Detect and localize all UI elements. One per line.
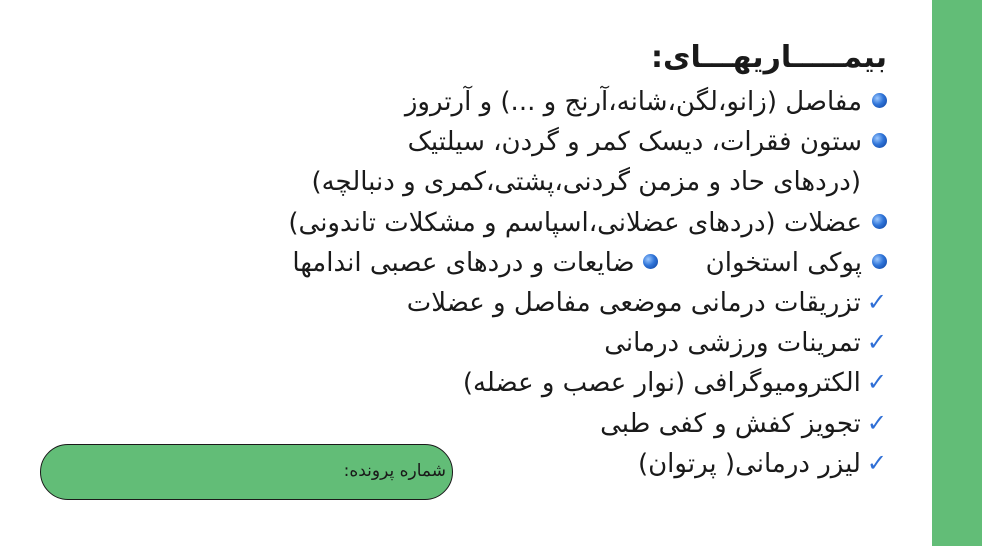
list-item-text: پوکی استخوان (705, 247, 862, 278)
treatment-item-emg (127, 363, 887, 403)
blue-dot-icon (872, 214, 887, 229)
list-item-text: عضلات (دردهای عضلانی،اسپاسم و مشکلات تاندونی) (288, 207, 862, 238)
treatment-item-orthotics (127, 404, 887, 444)
treatment-text: لیزر درمانی( پرتوان) (637, 448, 861, 479)
list-item-joints (127, 82, 887, 122)
checkmark-icon: ✓ (866, 408, 887, 437)
treatment-item-exercise (127, 323, 887, 363)
diseases-heading: بیمـــــاریهـــای: (650, 40, 887, 75)
list-item-muscles (127, 203, 887, 243)
treatment-text: تزریقات درمانی موضعی مفاصل و عضلات (406, 288, 861, 319)
blue-dot-icon (643, 254, 658, 269)
list-item-spine-continuation (127, 162, 887, 202)
file-number-label: شماره پرونده: (343, 461, 446, 481)
list-item-text: ستون فقرات، دیسک کمر و گردن، سیلتیک (407, 127, 862, 158)
treatment-text: الکترومیوگرافی (نوار عصب و عضله) (462, 368, 861, 399)
checkmark-icon: ✓ (866, 368, 887, 397)
blue-dot-icon (872, 254, 887, 269)
list-item-text: (دردهای حاد و مزمن گردنی،پشتی،کمری و دنبالچه) (311, 167, 861, 198)
green-side-bar (932, 0, 982, 546)
list-item-text: ضایعات و دردهای عصبی اندامها (292, 247, 635, 278)
treatment-item-injections (127, 283, 887, 323)
checkmark-icon: ✓ (866, 288, 887, 317)
list-item-text: مفاصل (زانو،لگن،شانه،آرنج و ...) و آرتروز (404, 87, 862, 117)
list-item-osteoporosis-nerve (127, 243, 887, 283)
blue-dot-icon (872, 133, 887, 148)
list-item-spine (127, 122, 887, 162)
file-number-field (40, 444, 453, 500)
content-block (127, 36, 887, 484)
checkmark-icon: ✓ (866, 448, 887, 477)
checkmark-icon: ✓ (866, 328, 887, 357)
treatment-text: تجویز کفش و کفی طبی (600, 408, 861, 439)
treatment-text: تمرینات ورزشی درمانی (604, 328, 861, 359)
blue-dot-icon (872, 93, 887, 108)
